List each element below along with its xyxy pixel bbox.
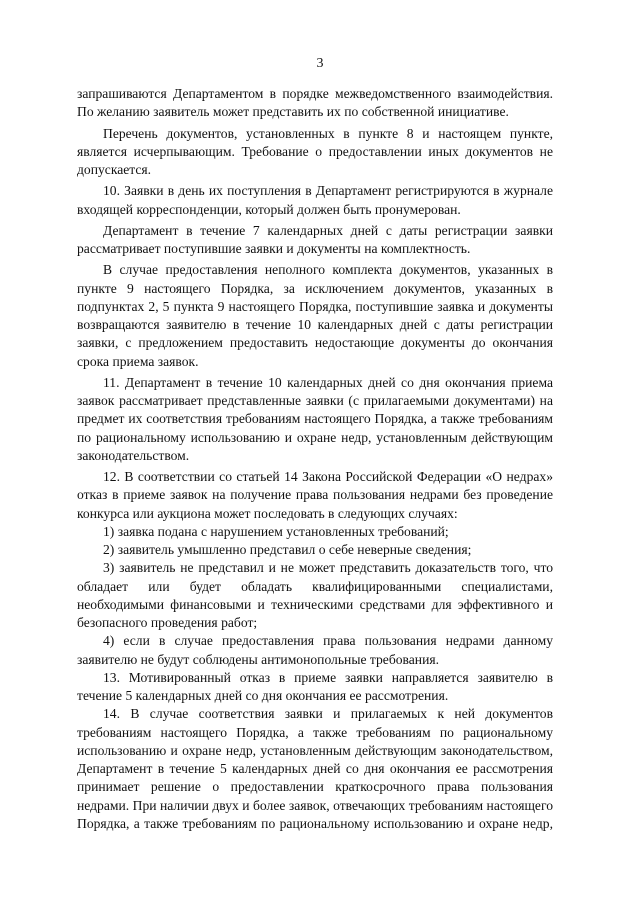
- paragraph-review-period: Департамент в течение 7 календарных дней с даты регистрации заявки рассматривает поступившие заявки и документы на комплектность.: [77, 222, 553, 256]
- list-item-2: 2) заявитель умышленно представил о себе неверные сведения;: [103, 542, 472, 557]
- paragraph-clause-12: 12. В соответствии со статьей 14 Закона Российской Федерации «О недрах» отказ в приеме заявок на получение права пользования недрами без проведение конкурса или аукциона может последовать в следующих случаях:: [77, 469, 553, 521]
- page-number: 3: [316, 56, 324, 71]
- list-item-4: 4) если в случае предоставления права пользования недрами данному заявителю не будут соблюдены антимонопольные требования.: [77, 633, 553, 667]
- list-item-3: 3) заявитель не представил и не может представить доказательств того, что обладает или будет обладать квалифицированными специалистами, необходимыми финансовыми и техническими средствами для эффективного и безопасного проведения работ;: [77, 560, 553, 630]
- paragraph-clause-14: 14. В случае соответствия заявки и прилагаемых к ней документов требованиям настоящего Порядка, а также требованиям по рациональному использованию и охране недр, установленным действующим законодательством, Департамент в течение 5 календарных дней со дня окончания ее рассмотрения принимает решение о предоставлении краткосрочного права пользования недрами. При наличии двух и более заявок, отвечающих требованиям настоящего Порядка, а также требованиям по рациональному использованию и охране недр,: [77, 706, 553, 831]
- paragraph-clause-13: 13. Мотивированный отказ в приеме заявки направляется заявителю в течение 5 календарных дней со дня окончания ее рассмотрения.: [77, 669, 553, 703]
- paragraph-clause-11: 11. Департамент в течение 10 календарных дней со дня окончания приема заявок рассматривает представленные заявки (с прилагаемыми документами) на предмет их соответствия требованиям настоящего Порядка, а также требованиям по рациональному использованию и охране недр, установленным действующим законодательством.: [77, 374, 553, 463]
- paragraph-incomplete-set: В случае предоставления неполного комплекта документов, указанных в пункте 9 настоящего Порядка, за исключением документов, указанных в подпунктах 2, 5 пункта 9 настоящего Порядка, поступившие заявка и документы возвращаются заявителю в течение 10 календарных дней с даты регистрации заявки, с предложением предоставить недостающие документы до окончания срока приема заявок.: [77, 262, 553, 369]
- list-item-1: 1) заявка подана с нарушением установленных требований;: [103, 523, 449, 539]
- document-body: [77, 85, 553, 833]
- paragraph-documents-list: Перечень документов, установленных в пункте 8 и настоящем пункте, является исчерпывающим. Требование о предоставлении иных документов не допускается.: [77, 125, 553, 177]
- paragraph-clause-10: 10. Заявки в день их поступления в Департамент регистрируются в журнале входящей корреспонденции, который должен быть пронумерован.: [77, 183, 553, 217]
- paragraph-continuation: запрашиваются Департаментом в порядке межведомственного взаимодействия. По желанию заявитель может представить их по собственной инициативе.: [77, 86, 553, 120]
